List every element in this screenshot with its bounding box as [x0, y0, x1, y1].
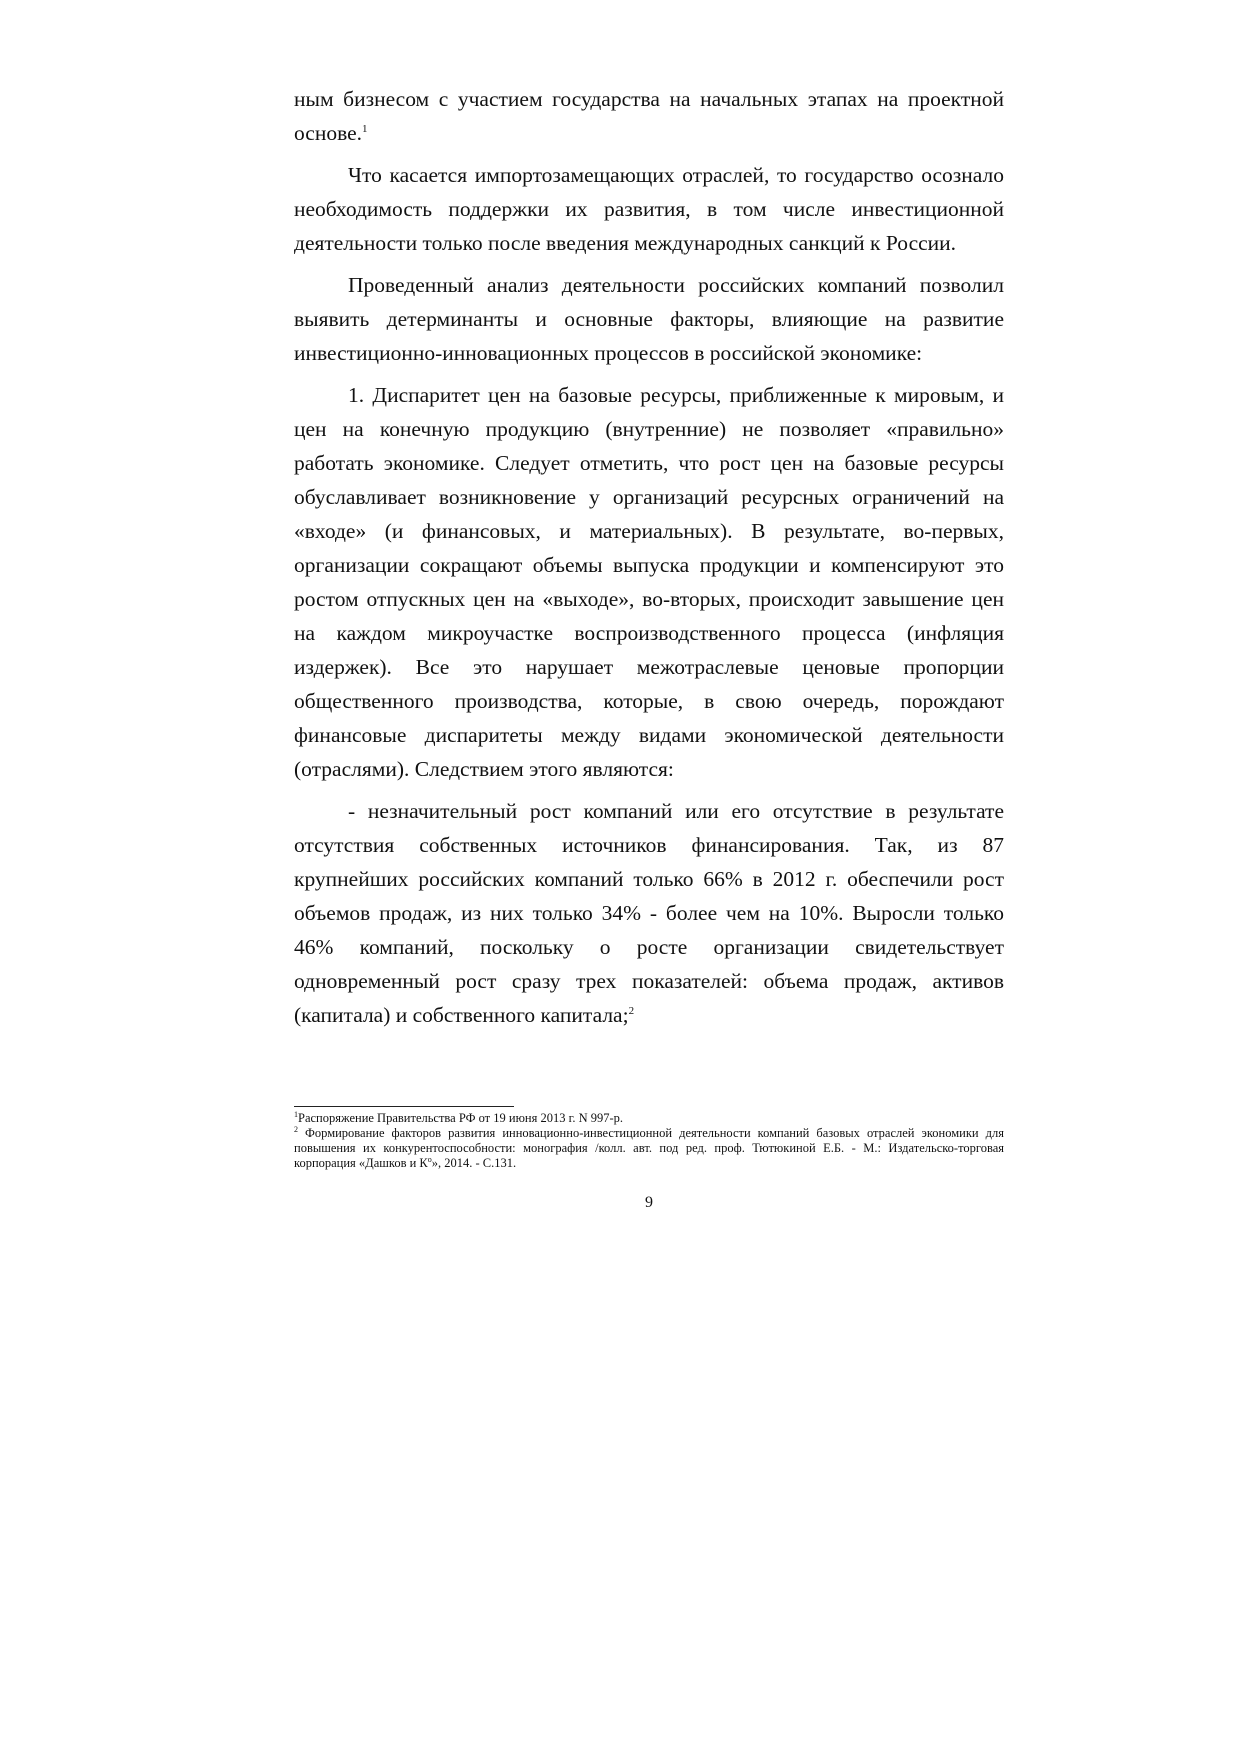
- footnote-text: Формирование факторов развития инновационно-инвестиционной деятельности компаний базовых отраслей экономики для повышения их конкурентоспособности: монография /колл. авт. под ред. проф. Тютюкиной Е.Б. - М.: Издательско-торговая корпорация «Дашков и К: [294, 1126, 1004, 1170]
- paragraph-text: Проведенный анализ деятельности российских компаний позволил выявить детерминанты и основные факторы, влияющие на развитие инвестиционно-инновационных процессов в российской экономике:: [294, 273, 1004, 365]
- footnote-ref[interactable]: 2: [628, 1004, 635, 1017]
- paragraph-continuation: [294, 82, 1004, 150]
- paragraph-analysis: [294, 268, 1004, 370]
- page-number: 9: [645, 1194, 653, 1211]
- footnote-ref[interactable]: 1: [362, 122, 368, 135]
- paragraph-text: ным бизнесом с участием государства на начальных этапах на проектной основе.: [294, 87, 1004, 145]
- footnote-marker: 2: [294, 1124, 298, 1134]
- paragraph-text: - незначительный рост компаний или его отсутствие в результате отсутствия собственных источников финансирования. Так, из 87 крупнейших российских компаний только 66% в 2012 г. обеспечили рост объемов продаж, из них только 34% - более чем на 10%. Выросли только 46% компаний, поскольку о росте организации свидетельствует одновременный рост сразу трех показателей: объема продаж, активов (капитала) и собственного капитала;: [294, 799, 1004, 1027]
- footnote-divider: [294, 1106, 514, 1107]
- footnotes-section: [294, 1106, 1004, 1171]
- footnote-text: Распоряжение Правительства РФ от 19 июня 2013 г. N 997-р.: [298, 1111, 624, 1125]
- footnote-marker: 1: [294, 1109, 298, 1119]
- footnote-superscript: о: [427, 1154, 432, 1164]
- footnote-1: [294, 1111, 1004, 1126]
- paragraph-text: Что касается импортозамещающих отраслей, то государство осознало необходимость поддержки их развития, в том числе инвестиционной деятельности только после введения международных санкций к России.: [294, 163, 1004, 255]
- paragraph-price-disparity: [294, 378, 1004, 786]
- paragraph-import-substitution: [294, 158, 1004, 260]
- page-body: [294, 82, 1004, 1040]
- footnote-2: [294, 1126, 1004, 1171]
- paragraph-text: 1. Диспаритет цен на базовые ресурсы, приближенные к мировым, и цен на конечную продукцию (внутренние) не позволяет «правильно» работать экономике. Следует отметить, что рост цен на базовые ресурсы обуславливает возникновение у организаций ресурсных ограничений на «входе» (и финансовых, и материальных). В результате, во-первых, организации сокращают объемы выпуска продукции и компенсируют это ростом отпускных цен на «выходе», во-вторых, происходит завышение цен на каждом микроучастке воспроизводственного процесса (инфляция издержек). Все это нарушает межотраслевые ценовые пропорции общественного производства, которые, в свою очередь, порождают финансовые диспаритеты между видами экономической деятельности (отраслями). Следствием этого являются:: [294, 383, 1004, 781]
- paragraph-company-growth: [294, 794, 1004, 1032]
- footnote-text-end: », 2014. - С.131.: [431, 1156, 517, 1170]
